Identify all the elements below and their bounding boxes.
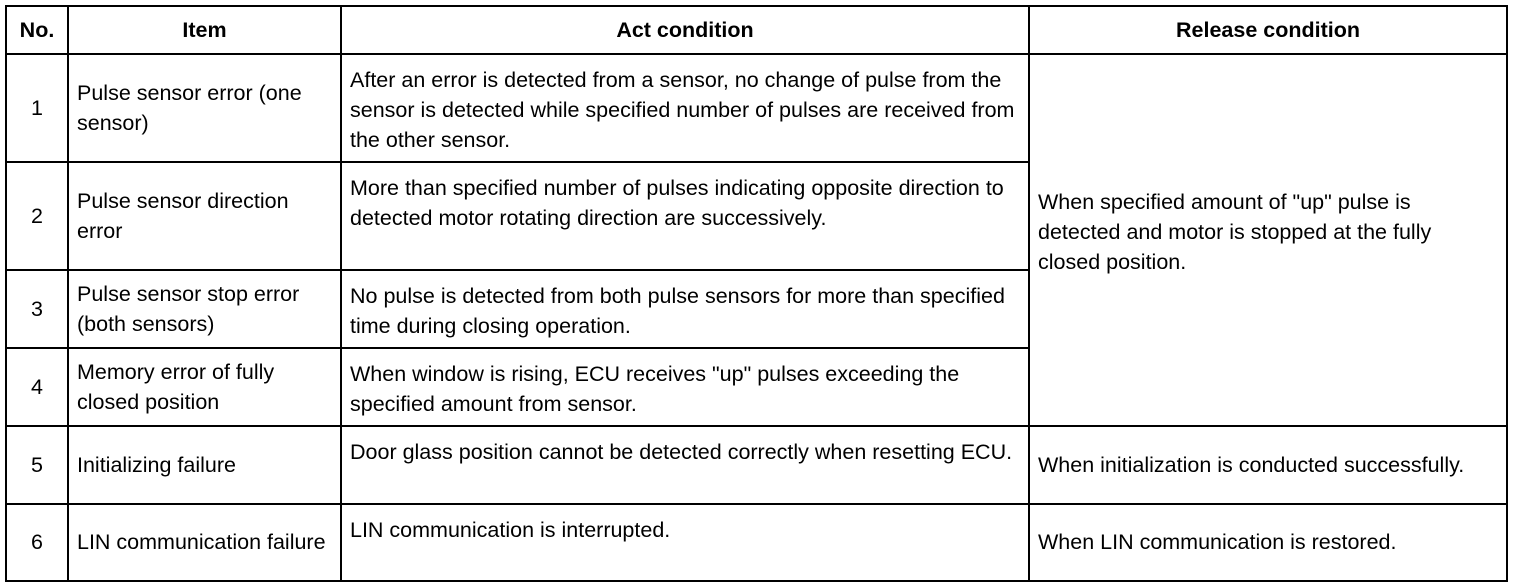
release-condition-cell: When LIN communication is restored.	[1029, 504, 1507, 581]
header-item: Item	[68, 6, 341, 54]
act-condition-cell: More than specified number of pulses indicating opposite direction to detected motor rotating direction are successively.	[341, 162, 1029, 270]
table-row	[6, 426, 1507, 504]
row-number: 3	[6, 270, 68, 348]
release-condition-cell: When specified amount of "up" pulse is detected and motor is stopped at the fully closed position.	[1029, 54, 1507, 426]
row-number: 1	[6, 54, 68, 162]
header-act-condition: Act condition	[341, 6, 1029, 54]
item-cell: Initializing failure	[68, 426, 341, 504]
act-condition-cell: No pulse is detected from both pulse sensors for more than specified time during closing operation.	[341, 270, 1029, 348]
item-cell: Memory error of fully closed position	[68, 348, 341, 426]
table-row	[6, 54, 1507, 162]
fail-safe-table	[5, 5, 1508, 582]
header-release-condition: Release condition	[1029, 6, 1507, 54]
act-condition-cell: When window is rising, ECU receives "up" pulses exceeding the specified amount from sensor.	[341, 348, 1029, 426]
act-condition-cell: Door glass position cannot be detected correctly when resetting ECU.	[341, 426, 1029, 504]
row-number: 5	[6, 426, 68, 504]
item-cell: Pulse sensor stop error (both sensors)	[68, 270, 341, 348]
release-condition-cell: When initialization is conducted successfully.	[1029, 426, 1507, 504]
item-cell: Pulse sensor error (one sensor)	[68, 54, 341, 162]
act-condition-cell: After an error is detected from a sensor, no change of pulse from the sensor is detected while specified number of pulses are received from the other sensor.	[341, 54, 1029, 162]
item-cell: Pulse sensor direction error	[68, 162, 341, 270]
row-number: 2	[6, 162, 68, 270]
act-condition-cell: LIN communication is interrupted.	[341, 504, 1029, 581]
item-cell: LIN communication failure	[68, 504, 341, 581]
table-row	[6, 504, 1507, 581]
row-number: 4	[6, 348, 68, 426]
header-row	[6, 6, 1507, 54]
header-no: No.	[6, 6, 68, 54]
row-number: 6	[6, 504, 68, 581]
